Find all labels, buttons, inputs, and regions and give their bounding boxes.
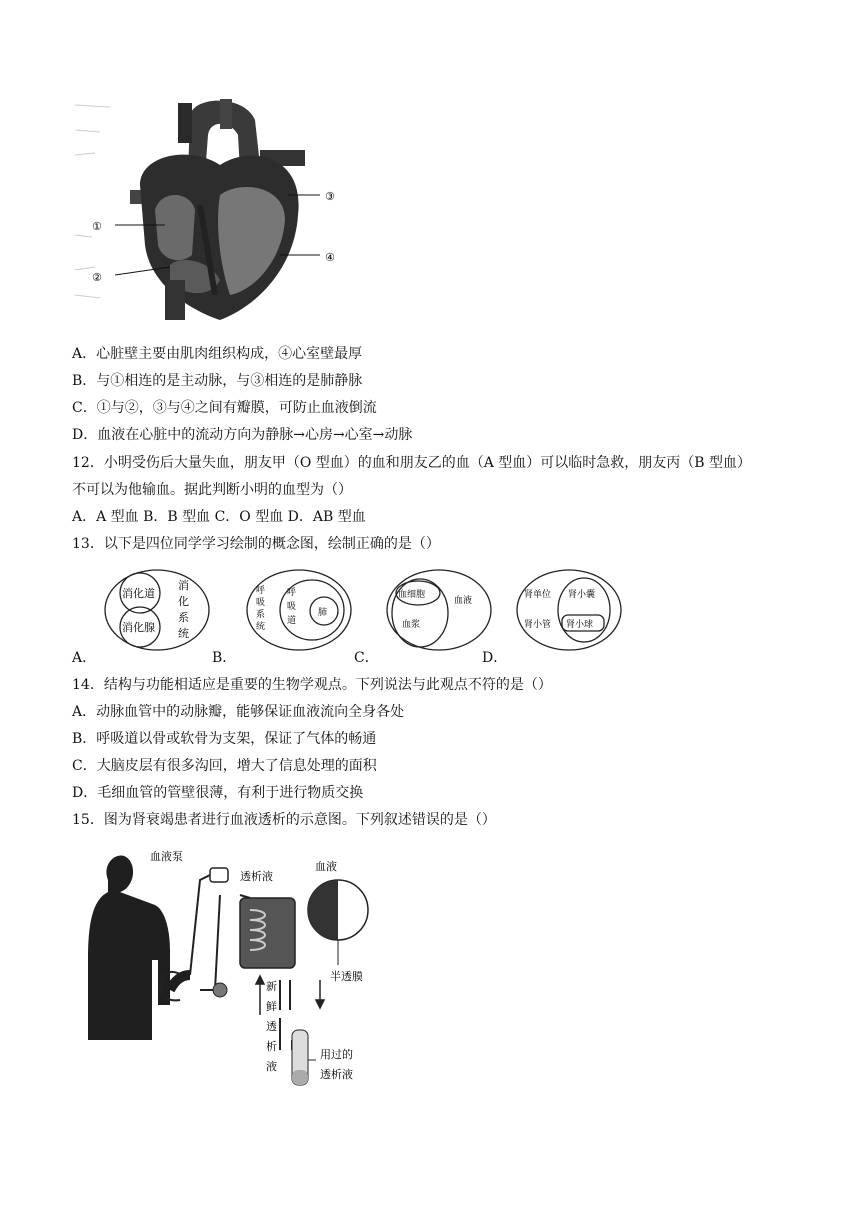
svg-text:鲜: 鲜: [266, 1000, 277, 1013]
venn-d: [512, 565, 627, 660]
venn-a-outer: [178, 578, 189, 640]
venn-b: [242, 565, 357, 660]
heart-label-2: ②: [92, 271, 102, 284]
venn-b-mid: [287, 586, 296, 626]
q11-option-b: B．与①相连的是主动脉，与③相连的是肺静脉: [72, 373, 363, 389]
q15-stem: 15．图为肾衰竭患者进行血液透析的示意图。下列叙述错误的是（）: [72, 812, 496, 828]
heart-label-4: ④: [325, 251, 335, 264]
svg-text:道: 道: [287, 616, 297, 626]
q14-option-b: B．呼吸道以骨或软骨为支架，保证了气体的畅通: [72, 731, 377, 747]
svg-text:统: 统: [178, 627, 189, 640]
q13-option-b-label: B．: [212, 650, 237, 666]
venn-c-text-2: 血浆: [402, 620, 421, 630]
venn-d-text-1: 肾单位: [524, 590, 552, 600]
svg-text:吸: 吸: [287, 602, 297, 612]
q13-option-a-label: A．: [72, 650, 97, 666]
venn-a: [100, 565, 215, 660]
q11-option-c: C．①与②，③与④之间有瓣膜，可防止血液倒流: [72, 400, 377, 416]
dialysis-diagram: [70, 840, 410, 1100]
dialyzer: [240, 898, 295, 968]
svg-text:透: 透: [266, 1020, 277, 1033]
svg-text:系: 系: [178, 611, 189, 624]
q11-option-d: D．血液在心脏中的流动方向为静脉→心房→心室→动脉: [72, 427, 413, 443]
svg-text:系: 系: [256, 610, 266, 620]
venn-c-text-1: 血细胞: [398, 590, 426, 600]
patient-silhouette: [88, 856, 170, 1040]
q13-option-d-label: D．: [482, 650, 508, 666]
venn-d-text-4: 肾小球: [566, 620, 594, 630]
label-blood-pump: 血液泵: [150, 850, 183, 863]
venn-d-text-3: 肾小囊: [568, 590, 596, 600]
label-used-dialysate-2: 透析液: [320, 1068, 353, 1081]
svg-text:统: 统: [256, 622, 266, 632]
label-dialysate: 透析液: [240, 870, 273, 883]
q13-concept-maps: [72, 565, 672, 665]
venn-a-text-2: 消化腺: [122, 621, 155, 634]
label-fresh-dialysate: [266, 980, 277, 1073]
q13-stem: 13．以下是四位同学学习绘制的概念图，绘制正确的是（）: [72, 536, 440, 552]
heart-label-1: ①: [92, 220, 102, 233]
svg-text:液: 液: [266, 1060, 277, 1073]
q14-stem: 14．结构与功能相适应是重要的生物学观点。下列说法与此观点不符的是（）: [72, 677, 552, 693]
label-semipermeable-membrane: 半透膜: [330, 970, 363, 983]
q11-option-a: A．心脏壁主要由肌肉组织构成，④心室壁最厚: [72, 346, 363, 362]
svg-text:析: 析: [266, 1040, 277, 1053]
svg-text:新: 新: [266, 980, 277, 993]
venn-d-text-2: 肾小管: [524, 620, 552, 630]
q12-options: A．A 型血 B．B 型血 C．O 型血 D．AB 型血: [72, 509, 366, 525]
q12-stem-line2: 不可以为他输血。据此判断小明的血型为（）: [72, 482, 352, 498]
heart-label-3: ③: [325, 190, 335, 203]
venn-b-inner: 肺: [318, 608, 328, 618]
q14-option-a: A．动脉血管中的动脉瓣，能够保证血液流向全身各处: [72, 704, 405, 720]
venn-c-outer: 血液: [454, 596, 473, 606]
label-used-dialysate-1: 用过的: [320, 1048, 353, 1061]
q12-stem-line1: 12．小明受伤后大量失血，朋友甲（O 型血）的血和朋友乙的血（A 型血）可以临时急救，朋友丙（B 型血）: [72, 455, 752, 471]
label-blood: 血液: [315, 860, 337, 873]
q14-option-d: D．毛细血管的管壁很薄，有利于进行物质交换: [72, 785, 364, 801]
svg-text:消: 消: [178, 579, 189, 592]
svg-text:化: 化: [178, 595, 189, 608]
heart-diagram: [70, 95, 360, 335]
q14-option-c: C．大脑皮层有很多沟回，增大了信息处理的面积: [72, 758, 377, 774]
venn-b-outer: [256, 584, 265, 632]
venn-c: [382, 565, 497, 660]
blood-pump: [210, 868, 228, 882]
svg-text:吸: 吸: [256, 598, 266, 608]
svg-text:呼: 呼: [256, 586, 266, 596]
svg-text:呼: 呼: [287, 588, 297, 598]
venn-a-text-1: 消化道: [122, 587, 155, 600]
q13-option-c-label: C．: [354, 650, 379, 666]
